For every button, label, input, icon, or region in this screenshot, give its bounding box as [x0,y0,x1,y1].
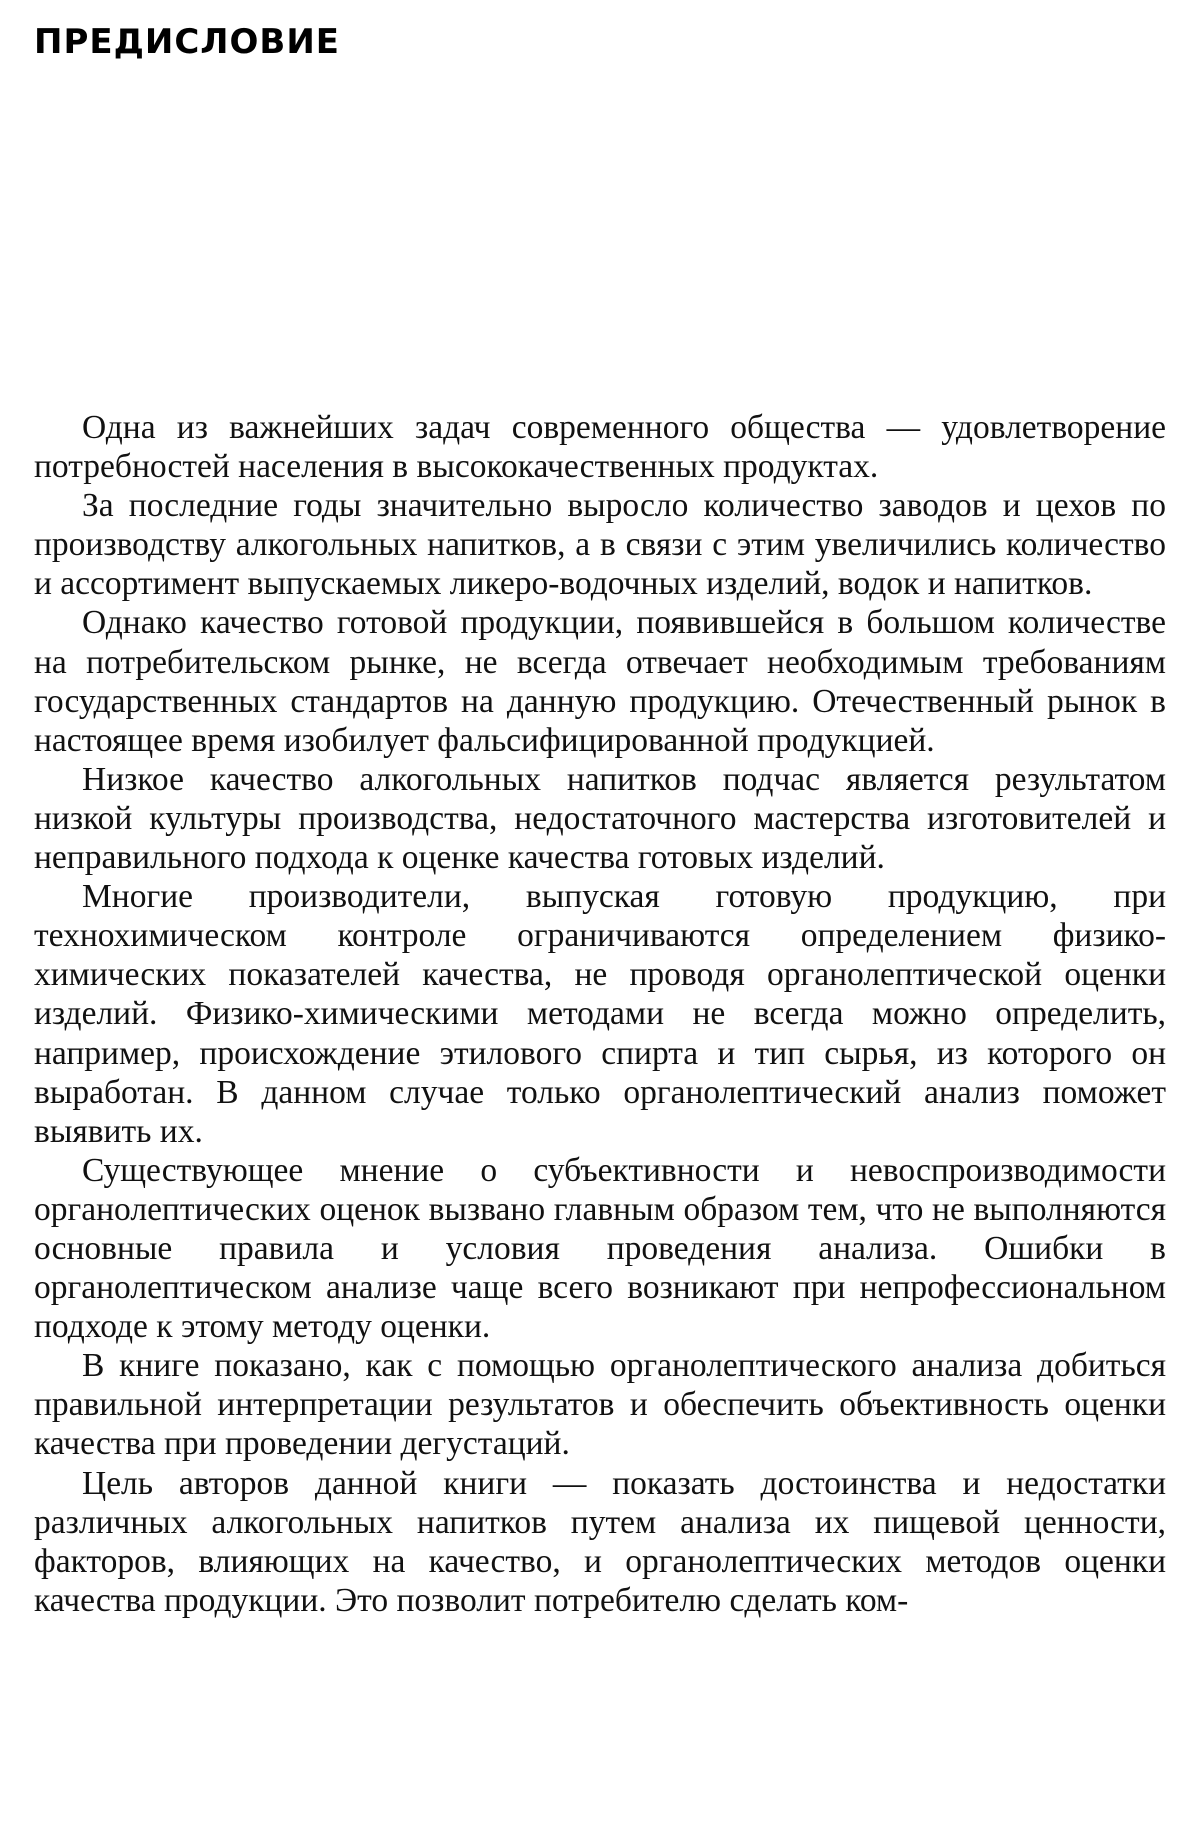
paragraph-8: Цель авторов данной книги — показать достоинства и недостатки различных алкогольных напитков путем анализа их пищевой ценности, факторов, влияющих на качество, и органолептических методов оценки качества продукции. Это позволит потребителю сделать ком- [34,1464,1166,1619]
paragraph-4: Низкое качество алкогольных напитков подчас является результатом низкой культуры производства, недостаточного мастерства изготовителей и неправильного подхода к оценке качества готовых изделий. [34,760,1166,877]
paragraph-1: Одна из важнейших задач современного общества — удовлетворение потребностей населения в высококачественных продуктах. [34,409,1166,486]
paragraph-6: Существующее мнение о субъективности и невоспроизводимости органолептических оценок вызвано главным образом тем, что не выполняются основные правила и условия проведения анализа. Ошибки в органолептическом анализе чаще всего возникают при непрофессиональном подходе к этому методу оценки. [34,1151,1166,1346]
page-heading: ПРЕДИСЛОВИЕ [34,22,341,62]
paragraph-2: За последние годы значительно выросло количество заводов и цехов по производству алкогольных напитков, а в связи с этим увеличились количество и ассортимент выпускаемых ликеро-водочных изделий, водок и напитков. [34,487,1166,603]
paragraph-5: Многие производители, выпуская готовую продукцию, при технохимическом контроле ограничиваются определением физико-химических показателей качества, не проводя органолептической оценки изделий. Физико-химическими методами не всегда можно определить, например, происхождение этилового спирта и тип сырья, из которого он выработан. В данном случае только органолептический анализ поможет выявить их. [34,878,1166,1150]
paragraph-7: В книге показано, как с помощью органолептического анализа добиться правильной интерпретации результатов и обеспечить объективность оценки качества при проведении дегустаций. [34,1347,1166,1463]
preface-body [34,408,1166,1620]
paragraph-3: Однако качество готовой продукции, появившейся в большом количестве на потребительском рынке, не всегда отвечает необходимым требованиям государственных стандартов на данную продукцию. Отечественный рынок в настоящее время изобилует фальсифицированной продукцией. [34,604,1166,759]
